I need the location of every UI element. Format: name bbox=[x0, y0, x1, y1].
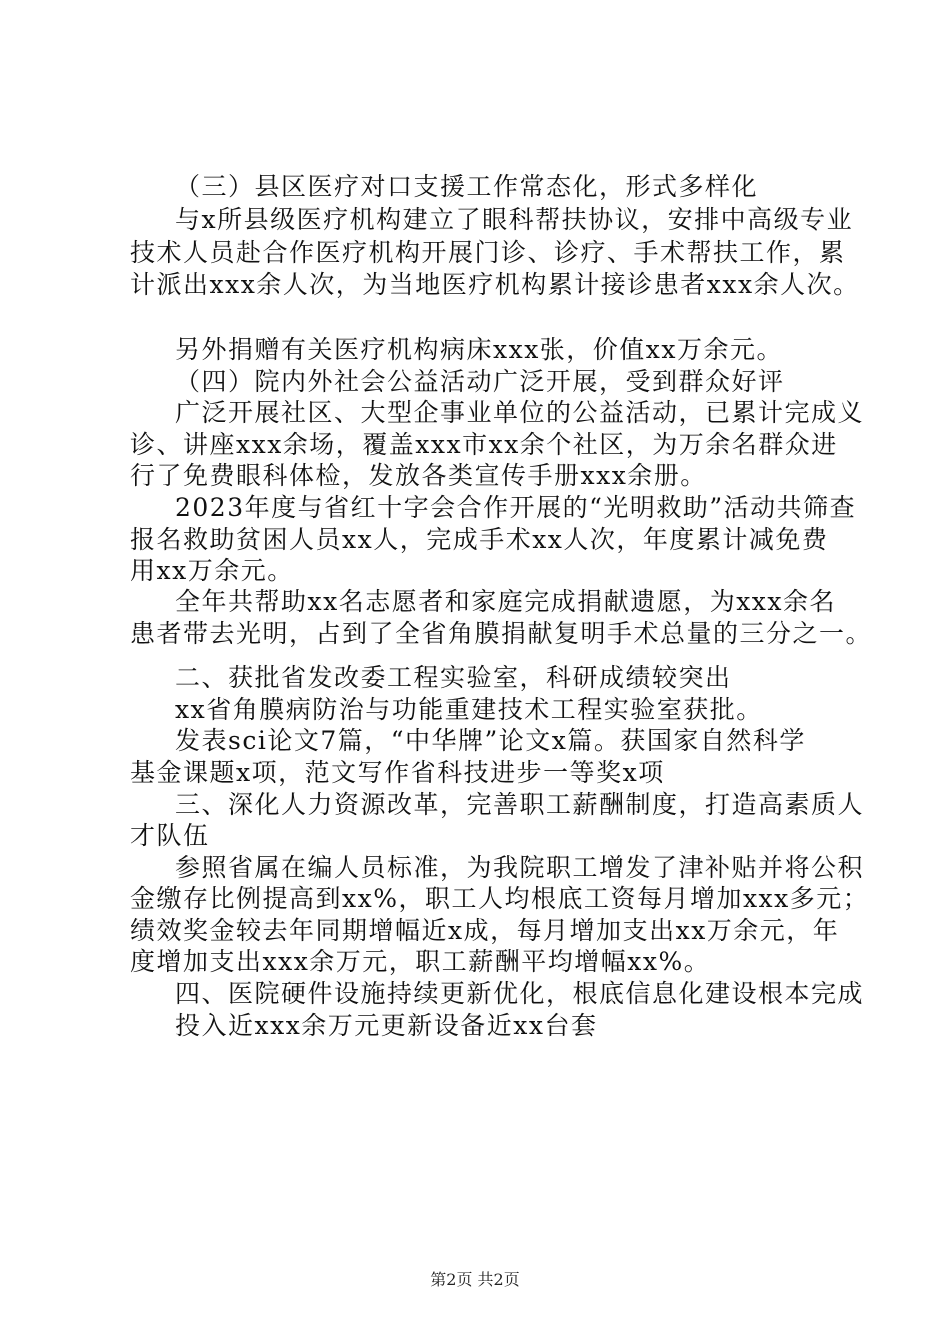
paragraph-line: 技术人员赴合作医疗机构开展门诊、诊疗、手术帮扶工作，累 bbox=[130, 238, 846, 267]
paragraph-line: 全年共帮助xx名志愿者和家庭完成捐献遗愿，为xxx余名 bbox=[175, 587, 836, 616]
paragraph-line: 与x所县级医疗机构建立了眼科帮扶协议，安排中高级专业 bbox=[175, 205, 854, 234]
paragraph-line: 发表sci论文7篇，“中华牌”论文x篇。获国家自然科学 bbox=[175, 726, 806, 755]
paragraph-line: 参照省属在编人员标准，为我院职工增发了津补贴并将公积 bbox=[175, 853, 865, 882]
section-heading: （三）县区医疗对口支援工作常态化，形式多样化 bbox=[175, 172, 759, 201]
paragraph-line: 广泛开展社区、大型企事业单位的公益活动，已累计完成义 bbox=[175, 398, 865, 427]
section-heading: 二、获批省发改委工程实验室，科研成绩较突出 bbox=[175, 663, 732, 692]
paragraph-line: 另外捐赠有关医疗机构病床xxx张，价值xx万余元。 bbox=[175, 335, 783, 364]
section-heading: 三、深化人力资源改革，完善职工薪酬制度，打造高素质人 bbox=[175, 790, 865, 819]
paragraph-line: 度增加支出xxx余万元，职工薪酬平均增幅xx%。 bbox=[130, 947, 711, 976]
paragraph-line: 计派出xxx余人次，为当地医疗机构累计接诊患者xxx余人次。 bbox=[130, 270, 860, 299]
paragraph-line: 患者带去光明，占到了全省角膜捐献复明手术总量的三分之一。 bbox=[130, 619, 873, 648]
section-heading: （四）院内外社会公益活动广泛开展，受到群众好评 bbox=[175, 367, 785, 396]
paragraph-line: 报名救助贫困人员xx人，完成手术xx人次，年度累计减免费 bbox=[130, 525, 829, 554]
paragraph-line: 2023年度与省红十字会合作开展的“光明救助”活动共筛查 bbox=[175, 493, 857, 522]
paragraph-line: 用xx万余元。 bbox=[130, 556, 294, 585]
paragraph-line: 诊、讲座xxx余场，覆盖xxx市xx余个社区，为万余名群众进 bbox=[130, 430, 838, 459]
section-heading: 四、医院硬件设施持续更新优化，根底信息化建设根本完成 bbox=[175, 979, 865, 1008]
paragraph-line: 金缴存比例提高到xx%，职工人均根底工资每月增加xxx多元； bbox=[130, 884, 870, 913]
section-heading: 才队伍 bbox=[130, 821, 210, 850]
paragraph-line: 基金课题x项，范文写作省科技进步一等奖x项 bbox=[130, 758, 665, 787]
paragraph-line: 投入近xxx余万元更新设备近xx台套 bbox=[175, 1011, 598, 1040]
paragraph-line: 绩效奖金较去年同期增幅近x成，每月增加支出xx万余元，年 bbox=[130, 916, 840, 945]
page-footer: 第2页 共2页 bbox=[430, 1270, 520, 1289]
paragraph-line: 行了免费眼科体检，发放各类宣传手册xxx余册。 bbox=[130, 461, 707, 490]
paragraph-line: xx省角膜病防治与功能重建技术工程实验室获批。 bbox=[175, 695, 763, 724]
